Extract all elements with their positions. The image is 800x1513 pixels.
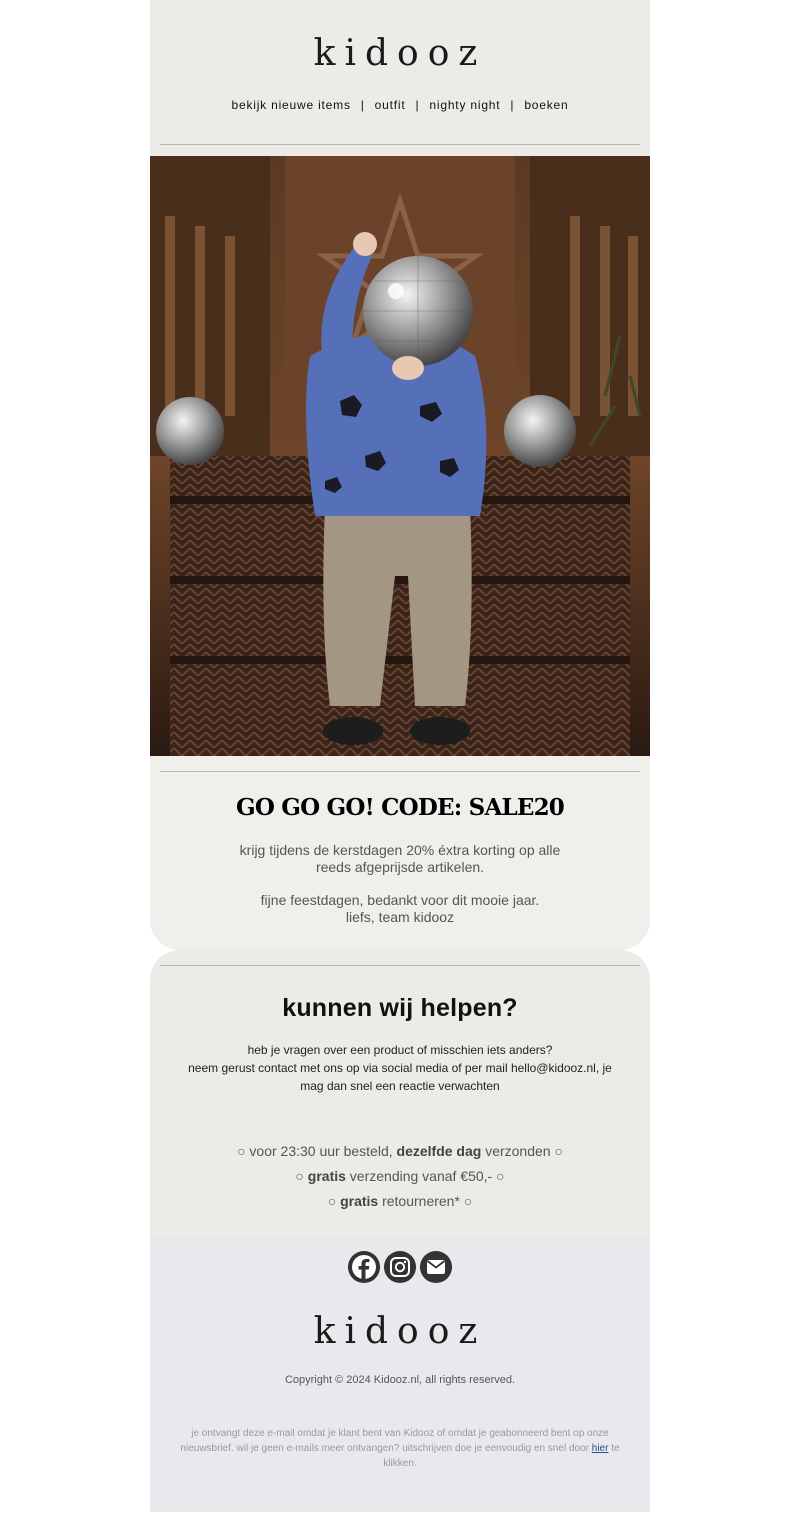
nav-separator: | — [415, 98, 420, 112]
unsubscribe-text: je ontvangt deze e-mail omdat je klant bent van Kidooz of omdat je geabonneerd bent op onze nieuwsbrief. wil je geen e-mails meer ontvangen? uitschrijven doe je eenvoudig en snel door hier te klikken. — [180, 1428, 620, 1469]
instagram-icon[interactable] — [384, 1251, 416, 1283]
help-text — [180, 1041, 620, 1095]
social-links — [150, 1236, 650, 1284]
main-nav — [150, 98, 650, 112]
promo-text-line2: reeds afgeprijsde artikelen. — [315, 859, 485, 875]
usp-item: ○ gratis retourneren* ○ — [327, 1193, 473, 1209]
promo-text-line1: krijg tijdens de kerstdagen 20% éxtra korting op alle — [239, 842, 561, 858]
usp-item: ○ gratis verzending vanaf €50,- ○ — [295, 1168, 505, 1184]
nav-item-outfit[interactable]: outfit — [374, 98, 406, 112]
mail-icon[interactable] — [420, 1251, 452, 1283]
promo-text — [230, 842, 570, 876]
help-title: kunnen wij helpen? — [282, 994, 518, 1022]
promo-section — [150, 756, 650, 950]
email-header — [150, 0, 650, 156]
promo-closing-line1: fijne feestdagen, bedankt voor dit mooie jaar. — [260, 892, 540, 908]
facebook-icon[interactable] — [348, 1251, 380, 1283]
nav-item-boeken[interactable]: boeken — [524, 98, 569, 112]
divider — [160, 965, 640, 966]
usp-list — [150, 1139, 650, 1214]
usp-item: ○ voor 23:30 uur besteld, dezelfde dag verzonden ○ — [237, 1143, 563, 1159]
unsubscribe-link[interactable]: hier — [591, 1443, 609, 1454]
promo-closing-line2: liefs, team kidooz — [345, 909, 455, 925]
hero-image[interactable] — [150, 156, 650, 756]
nav-item-new-items[interactable]: bekijk nieuwe items — [231, 98, 351, 112]
help-text-line1: heb je vragen over een product of misschien iets anders? — [247, 1043, 553, 1057]
copyright-text: Copyright © 2024 Kidooz.nl, all rights reserved. — [284, 1374, 516, 1386]
help-section — [150, 950, 650, 1236]
help-text-line2: neem gerust contact met ons op via social media of per mail hello@kidooz.nl, je mag dan snel een reactie verwachten — [188, 1061, 612, 1093]
divider — [160, 144, 640, 145]
footer-logo[interactable]: kidooz — [313, 1311, 487, 1352]
email-footer — [150, 1236, 650, 1512]
email-container — [150, 0, 650, 1512]
divider — [160, 771, 640, 772]
nav-separator: | — [510, 98, 515, 112]
hero-photo-child-disco-ball — [150, 156, 650, 756]
nav-separator: | — [360, 98, 365, 112]
promo-title: GO GO GO! CODE: SALE20 — [235, 794, 565, 821]
nav-item-nighty-night[interactable]: nighty night — [429, 98, 501, 112]
promo-closing — [230, 892, 570, 926]
brand-logo[interactable]: kidooz — [313, 33, 487, 74]
